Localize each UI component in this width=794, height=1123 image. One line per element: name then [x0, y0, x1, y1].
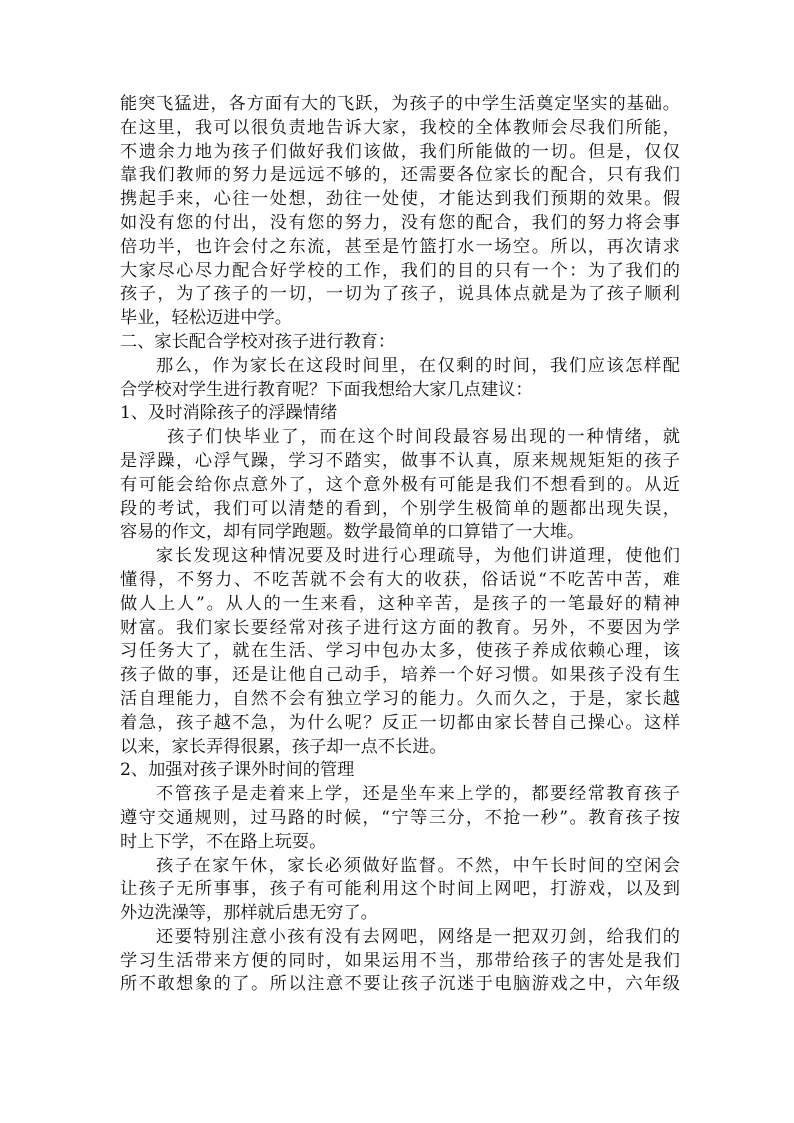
text-line: 毕业，轻松迈进中学。	[120, 308, 292, 329]
text-line: 遵守交通规则，过马路的时候，“宁等三分，不抢一秒”。教育孩子按	[120, 807, 680, 828]
text-line: 财富。我们家长要经常对孩子进行这方面的教育。另外，不要因为学	[120, 617, 680, 638]
text-line: 大家尽心尽力配合好学校的工作，我们的目的只有一个：为了我们的	[120, 260, 680, 281]
text-line: 孩子，为了孩子的一切，一切为了孩子，说具体点就是为了孩子顺利	[120, 284, 680, 305]
text-line: 孩子们快毕业了，而在这个时间段最容易出现的一种情绪，就	[167, 427, 680, 448]
text-line: 合学校对学生进行教育呢？下面我想给大家几点建议：	[120, 379, 533, 400]
text-line: 在这里，我可以很负责地告诉大家，我校的全体教师会尽我们所能，	[120, 117, 680, 138]
text-line: 1、及时消除孩子的浮躁情绪	[120, 403, 338, 424]
text-line: 习任务大了，就在生活、学习中包办太多，使孩子养成依赖心理，该	[120, 641, 680, 662]
text-line: 外边洗澡等，那样就后患无穷了。	[120, 903, 378, 924]
text-line: 是浮躁，心浮气躁，学习不踏实，做事不认真，原来规规矩矩的孩子	[120, 450, 680, 471]
text-line: 懂得，不努力、不吃苦就不会有大的收获，俗话说“不吃苦中苦，难	[120, 569, 680, 590]
text-line: 着急，孩子越不急，为什么呢？反正一切都由家长替自己操心。这样	[120, 712, 680, 733]
text-line: 能突飞猛进，各方面有大的飞跃，为孩子的中学生活奠定坚实的基础。	[120, 94, 680, 114]
text-line: 家长发现这种情况要及时进行心理疏导，为他们讲道理，使他们	[156, 546, 680, 567]
text-line: 有可能会给你点意外了，这个意外极有可能是我们不想看到的。从近	[120, 474, 680, 495]
document-page	[120, 93, 680, 997]
text-line: 2、加强对孩子课外时间的管理	[120, 760, 355, 781]
text-line: 所不敢想象的了。所以注意不要让孩子沉迷于电脑游戏之中，六年级	[120, 974, 680, 995]
text-line: 让孩子无所事事，孩子有可能利用这个时间上网吧，打游戏，以及到	[120, 879, 680, 900]
text-line: 二、家长配合学校对孩子进行教育：	[120, 331, 396, 352]
text-line: 倍功半，也许会付之东流，甚至是竹篮打水一场空。所以，再次请求	[120, 236, 680, 257]
text-line: 孩子做的事，还是让他自己动手，培养一个好习惯。如果孩子没有生	[120, 665, 680, 686]
text-line: 靠我们教师的努力是远远不够的，还需要各位家长的配合，只有我们	[120, 165, 680, 186]
text-line: 不管孩子是走着来上学，还是坐车来上学的，都要经常教育孩子	[156, 784, 680, 805]
text-line: 时上下学，不在路上玩耍。	[120, 831, 327, 852]
text-line: 携起手来，心往一处想，劲往一处使，才能达到我们预期的效果。假	[120, 189, 680, 210]
text-line: 段的考试，我们可以清楚的看到，个别学生极简单的题都出现失误，	[120, 498, 680, 519]
text-line: 容易的作文，却有同学跑题。数学最简单的口算错了一大堆。	[120, 522, 585, 543]
text-line: 不遗余力地为孩子们做好我们该做，我们所能做的一切。但是，仅仅	[120, 141, 680, 162]
text-line: 做人上人”。从人的一生来看，这种辛苦，是孩子的一笔最好的精神	[120, 593, 680, 614]
text-line: 还要特别注意小孩有没有去网吧，网络是一把双刃剑，给我们的	[156, 926, 680, 947]
text-line: 那么，作为家长在这段时间里，在仅剩的时间，我们应该怎样配	[156, 355, 680, 376]
text-line: 以来，家长弄得很累，孩子却一点不长进。	[120, 736, 447, 757]
text-line: 如没有您的付出，没有您的努力，没有您的配合，我们的努力将会事	[120, 212, 680, 233]
text-line: 活自理能力，自然不会有独立学习的能力。久而久之，于是，家长越	[120, 688, 680, 709]
text-line: 学习生活带来方便的同时，如果运用不当，那带给孩子的害处是我们	[120, 950, 680, 971]
text-line: 孩子在家午休，家长必须做好监督。不然，中午长时间的空闲会	[156, 855, 680, 876]
